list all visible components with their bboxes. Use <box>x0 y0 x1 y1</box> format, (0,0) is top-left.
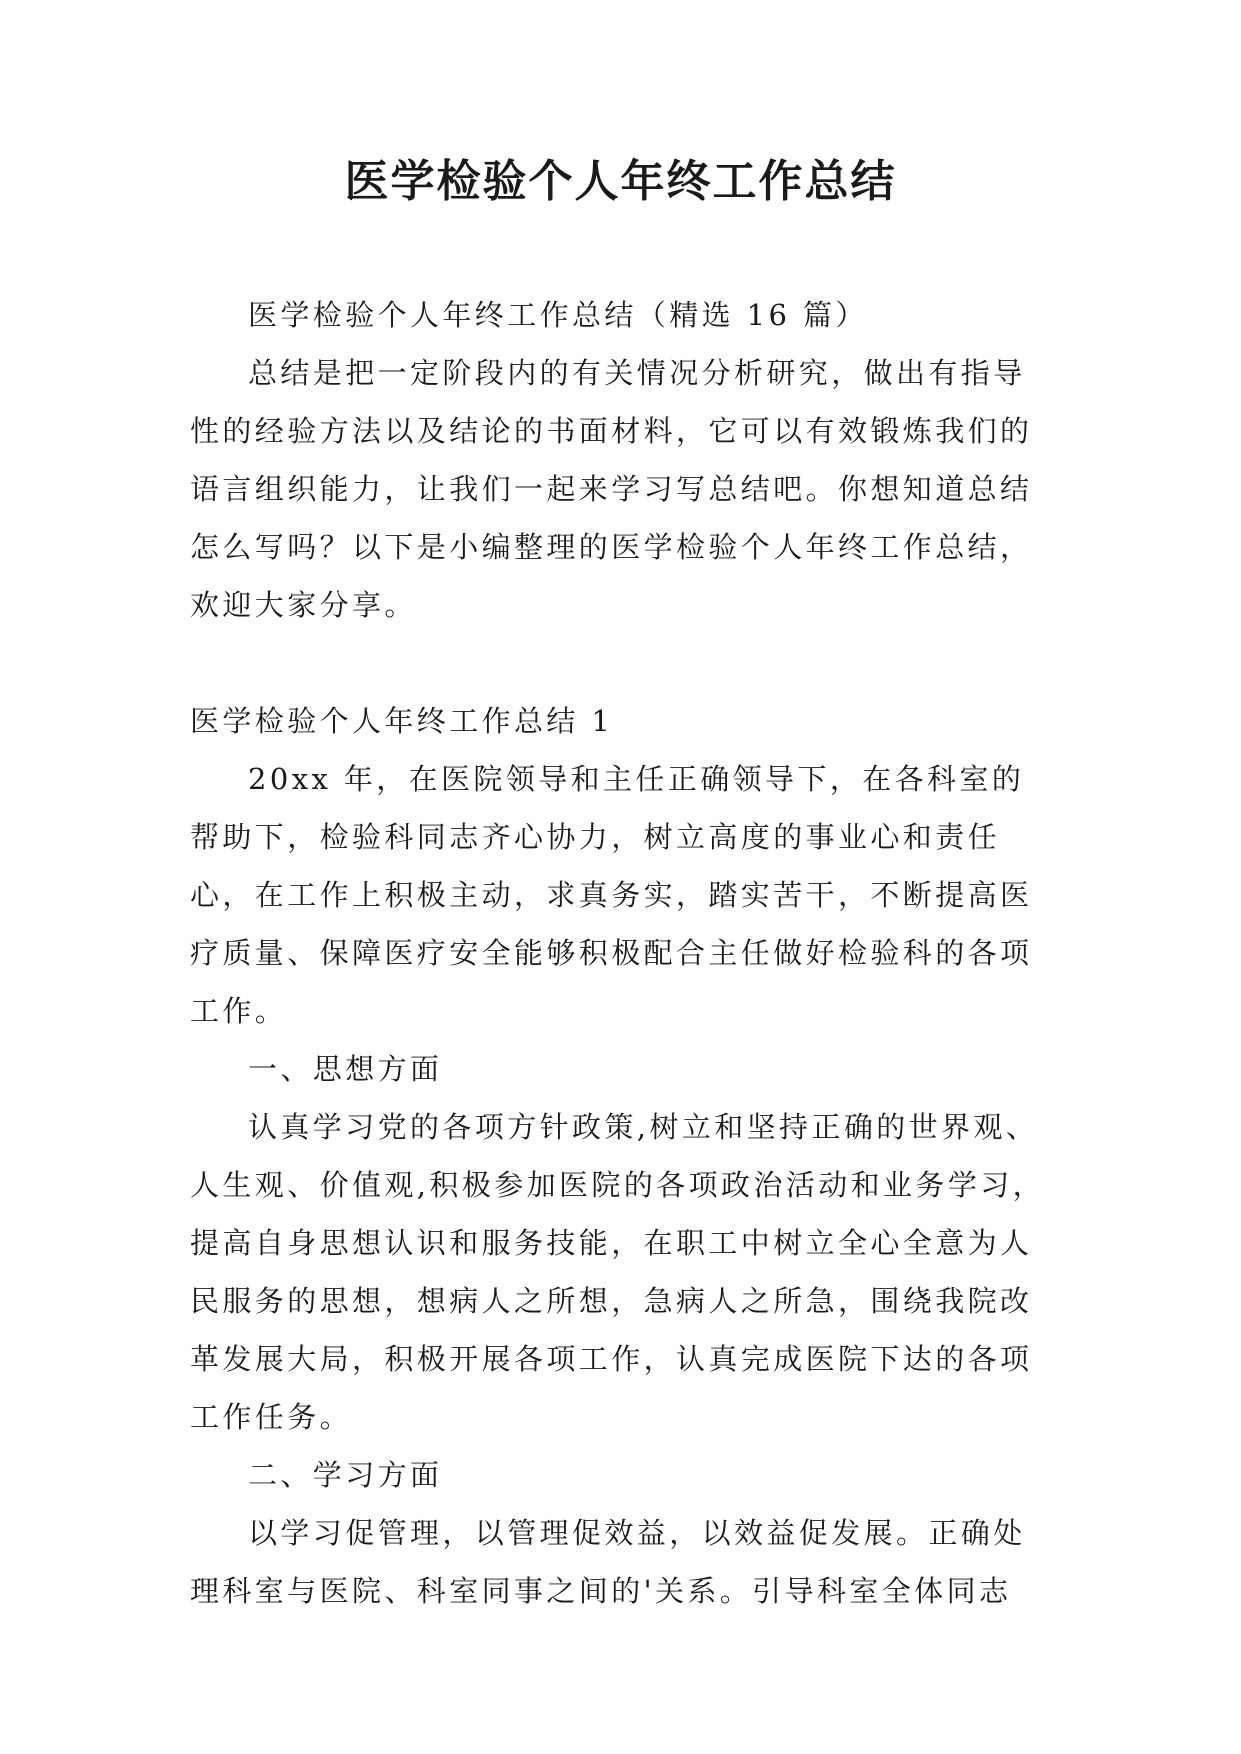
paragraph-study: 以学习促管理，以管理促效益，以效益促发展。正确处理科室与医院、科室同事之间的'关系。引导科室全体同志 <box>190 1516 1026 1608</box>
paragraph-gap <box>190 634 1052 692</box>
intro-paragraph: 总结是把一定阶段内的有关情况分析研究，做出有指导性的经验方法以及结论的书面材料，它可以有效锻炼我们的语言组织能力，让我们一起来学习写总结吧。你想知道总结怎么写吗？以下是小编整理的医学检验个人年终工作总结，欢迎大家分享。 <box>190 356 1033 622</box>
document-subtitle: 医学检验个人年终工作总结（精选 16 篇） <box>248 298 868 332</box>
paragraph-overview: 20xx 年，在医院领导和主任正确领导下，在各科室的帮助下，检验科同志齐心协力，树立高度的事业心和责任心，在工作上积极主动，求真务实，踏实苦干，不断提高医疗质量、保障医疗安全能够积极配合主任做好检验科的各项工作。 <box>190 762 1033 1028</box>
heading-study: 二、学习方面 <box>248 1458 443 1492</box>
heading-thought: 一、思想方面 <box>248 1052 443 1086</box>
document-body <box>190 286 1052 1620</box>
document-title: 医学检验个人年终工作总结 <box>344 156 897 207</box>
paragraph-thought: 认真学习党的各项方针政策,树立和坚持正确的世界观、人生观、价值观,积极参加医院的各项政治活动和业务学习，提高自身思想认识和服务技能，在职工中树立全心全意为人民服务的思想，想病人之所想，急病人之所急，围绕我院改革发展大局，积极开展各项工作，认真完成医院下达的各项工作任务。 <box>190 1110 1046 1434</box>
section-heading: 医学检验个人年终工作总结 1 <box>190 704 614 738</box>
